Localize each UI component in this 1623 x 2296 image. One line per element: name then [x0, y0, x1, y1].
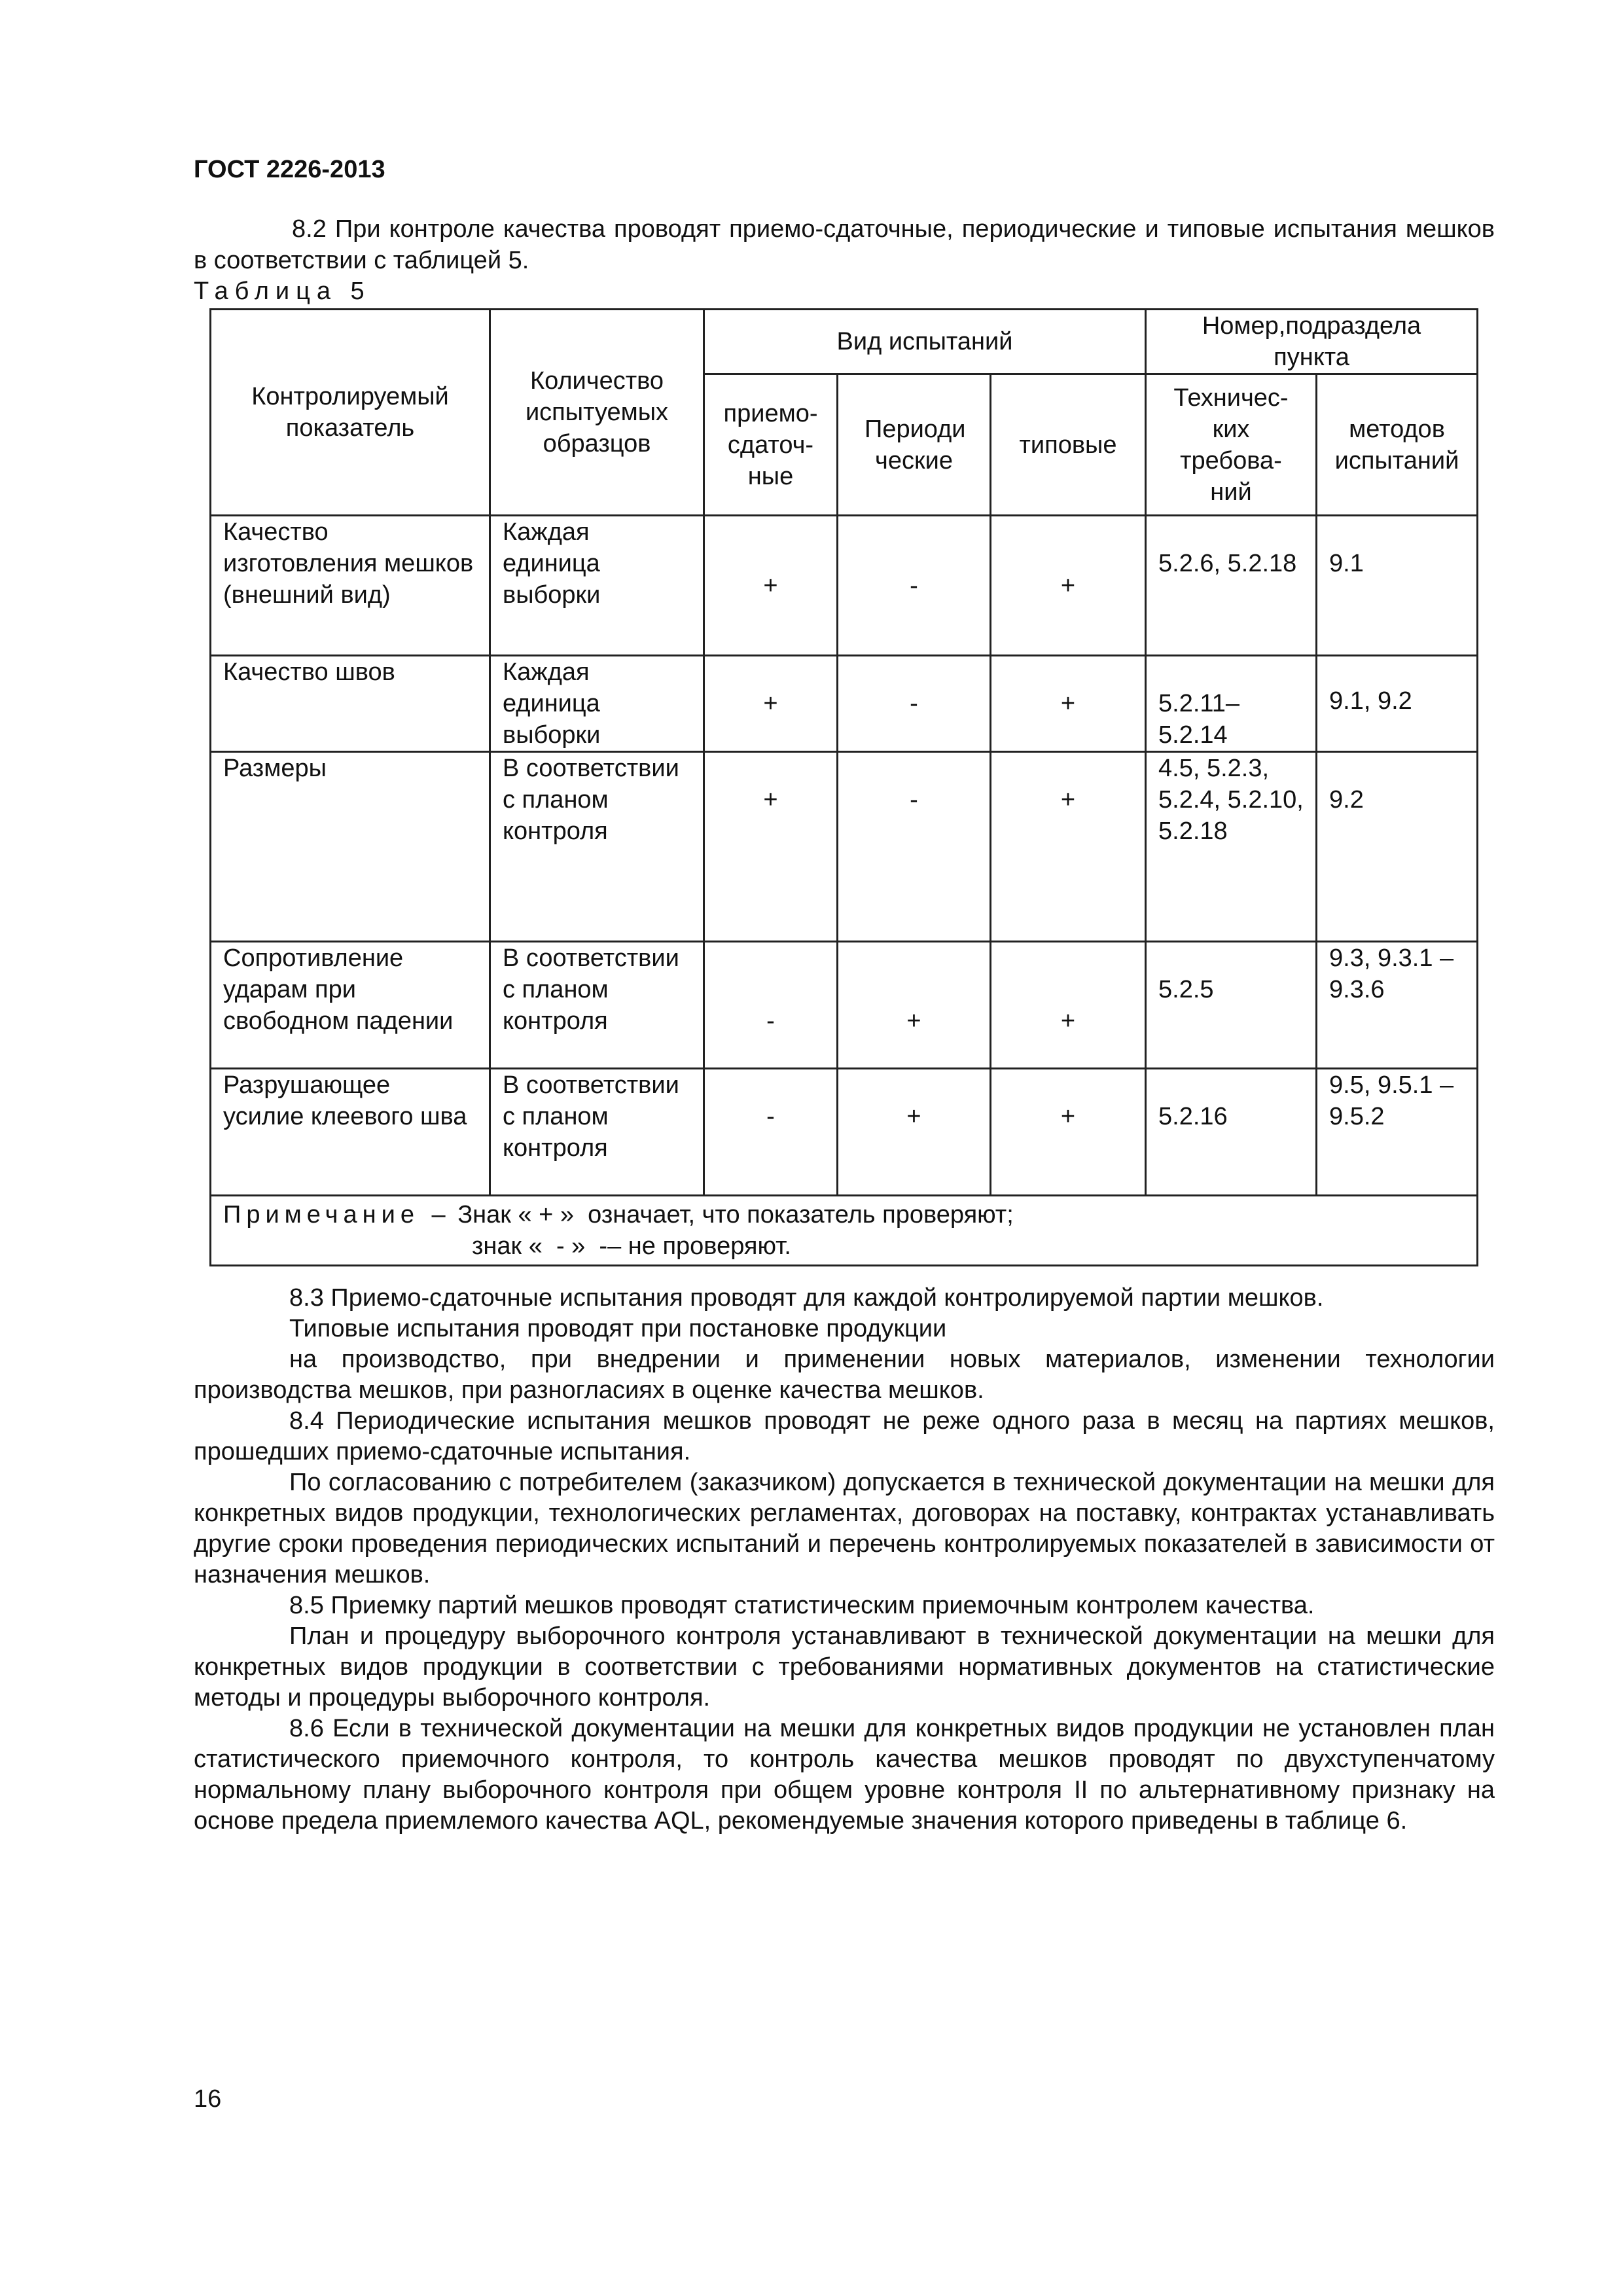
paragraph-sampling-plan: План и процедуру выборочного контроля устанавливают в технической документации на мешки для конкретных видов продукции в соответствии с требованиями нормативных документов на статистические методы и процедуры выборочного контроля. [194, 1623, 1495, 1712]
cell-indicator: Сопротивление ударам при свободном падении [211, 942, 490, 1069]
header-test-type: Вид испытаний [704, 310, 1146, 374]
cell-methods: 9.1 [1317, 516, 1478, 656]
document-header: ГОСТ 2226-2013 [194, 156, 385, 183]
header-tech-requirements: Техничес-ких требова-ний [1146, 374, 1317, 516]
cell-acceptance: - [704, 1069, 838, 1196]
header-acceptance: приемо-сдаточ-ные [704, 374, 838, 516]
paragraph-8-5: 8.5 Приемку партий мешков проводят статистическим приемочным контролем качества. [289, 1592, 1315, 1619]
note-line-2: знак « - » -– не проверяют. [472, 1232, 791, 1260]
header-indicator: Контролируемый показатель [211, 310, 490, 516]
cell-periodic: + [838, 942, 991, 1069]
cell-quantity: Каждая единица выборки [490, 656, 704, 752]
paragraph-8-6: 8.6 Если в технической документации на мешки для конкретных видов продукции не установлен план статистического приемочного контроля, то контроль качества мешков проводят по двухступенчатому нормальному плану выборочного контроля при общем уровне контроля II по альтернативному признаку на основе предела приемлемого качества AQL, рекомендуемые значения которого приведены в таблице 6. [194, 1715, 1495, 1835]
cell-quantity: В соответствии с планом контроля [490, 942, 704, 1069]
cell-indicator: Разрушающее усилие клеевого шва [211, 1069, 490, 1196]
table-note [211, 1196, 1478, 1266]
cell-tech: 5.2.11– 5.2.14 [1146, 656, 1317, 752]
cell-typical: + [991, 656, 1146, 752]
note-line-1 [223, 1199, 1465, 1230]
paragraph-agreement: По согласованию с потребителем (заказчиком) допускается в технической документации на мешки для конкретных видов продукции, технологических регламентах, договорах на поставку, контрактах устанавливать другие сроки проведения периодических испытаний и перечень контролируемых показателей в зависимости от назначения мешков. [194, 1469, 1495, 1588]
table-row [211, 1069, 1478, 1196]
table-row [211, 516, 1478, 656]
cell-methods: 9.1, 9.2 [1317, 656, 1478, 752]
cell-quantity: В соответствии с планом контроля [490, 752, 704, 942]
table-note-row [211, 1196, 1478, 1266]
table-caption: Таблица 5 [194, 278, 371, 305]
header-periodic: Периоди ческие [838, 374, 991, 516]
cell-acceptance: + [704, 656, 838, 752]
intro-text: 8.2 При контроле качества проводят приемо-сдаточные, периодические и типовые испытания мешков в соответствии с таблицей 5. [194, 215, 1495, 274]
cell-quantity: В соответствии с планом контроля [490, 1069, 704, 1196]
header-section-number: Номер,подраздела пункта [1146, 310, 1478, 374]
cell-indicator: Качество швов [211, 656, 490, 752]
cell-quantity: Каждая единица выборки [490, 516, 704, 656]
cell-periodic: - [838, 752, 991, 942]
cell-acceptance: + [704, 516, 838, 656]
cell-indicator: Качество изготовления мешков (внешний вид) [211, 516, 490, 656]
cell-methods: 9.3, 9.3.1 – 9.3.6 [1317, 942, 1478, 1069]
cell-methods: 9.5, 9.5.1 – 9.5.2 [1317, 1069, 1478, 1196]
paragraph-typical-tests: Типовые испытания проводят при постановке продукции [289, 1315, 947, 1342]
cell-typical: + [991, 942, 1146, 1069]
cell-typical: + [991, 516, 1146, 656]
cell-tech: 5.2.6, 5.2.18 [1146, 516, 1317, 656]
paragraph-8-3: 8.3 Приемо-сдаточные испытания проводят для каждой контролируемой партии мешков. [289, 1284, 1324, 1312]
cell-tech: 5.2.16 [1146, 1069, 1317, 1196]
table-row [211, 656, 1478, 752]
cell-periodic: - [838, 656, 991, 752]
cell-indicator: Размеры [211, 752, 490, 942]
header-typical: типовые [991, 374, 1146, 516]
intro-paragraph [194, 213, 1495, 276]
page-number: 16 [194, 2085, 222, 2113]
note-text-1: Знак « + » означает, что показатель проверяют; [457, 1201, 1014, 1229]
table-row [211, 752, 1478, 942]
paragraph-8-4: 8.4 Периодические испытания мешков проводят не реже одного раза в месяц на партиях мешков, прошедших приемо-сдаточные испытания. [194, 1407, 1495, 1465]
inspection-table [209, 308, 1478, 1266]
cell-typical: + [991, 1069, 1146, 1196]
cell-methods: 9.2 [1317, 752, 1478, 942]
cell-acceptance: + [704, 752, 838, 942]
note-label: Примечание – [223, 1201, 451, 1229]
cell-periodic: + [838, 1069, 991, 1196]
paragraph-typical-tests-cont: на производство, при внедрении и применении новых материалов, изменении технологии производства мешков, при разногласиях в оценке качества мешков. [194, 1346, 1495, 1404]
header-quantity: Количество испытуемых образцов [490, 310, 704, 516]
header-test-methods: методов испытаний [1317, 374, 1478, 516]
table-row [211, 942, 1478, 1069]
cell-acceptance: - [704, 942, 838, 1069]
cell-tech: 5.2.5 [1146, 942, 1317, 1069]
cell-tech: 4.5, 5.2.3, 5.2.4, 5.2.10, 5.2.18 [1146, 752, 1317, 942]
cell-typical: + [991, 752, 1146, 942]
cell-periodic: - [838, 516, 991, 656]
body-text [194, 1283, 1495, 1837]
